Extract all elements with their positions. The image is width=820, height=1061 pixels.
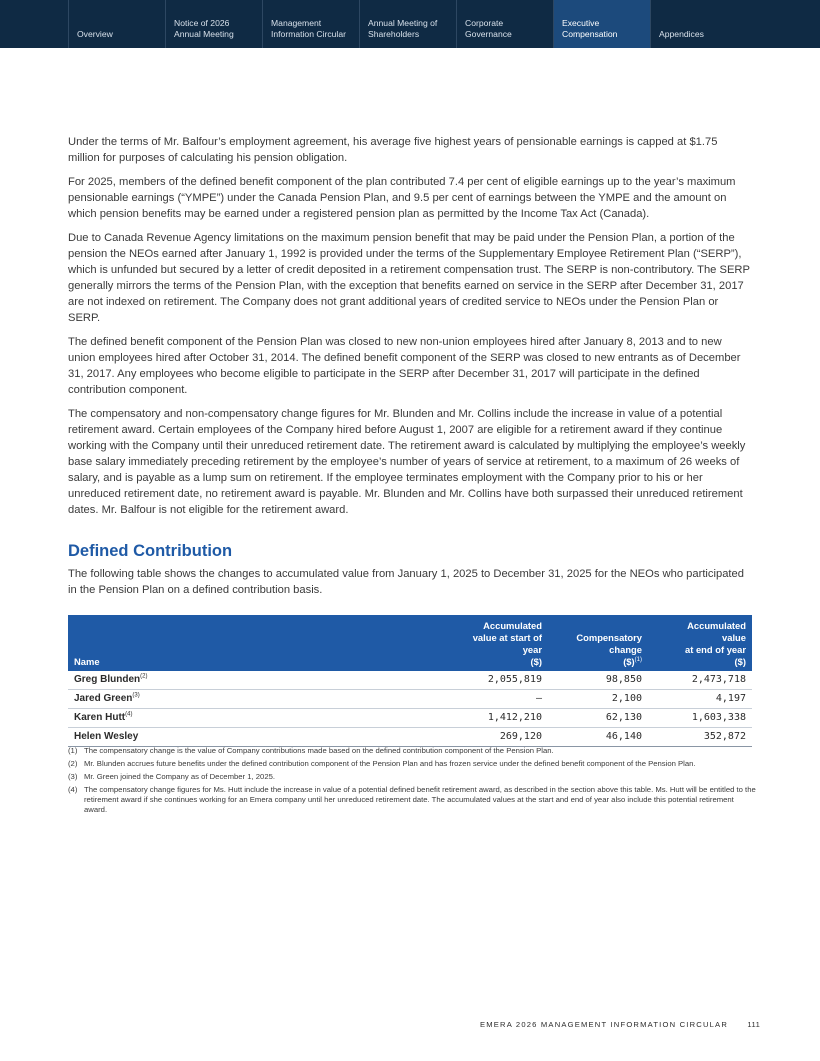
nav-item-line1: Notice of 2026: [174, 18, 230, 28]
cell-end-value: 2,473,718: [648, 671, 752, 690]
footnote-ref: (4): [125, 711, 133, 718]
body-text: [68, 134, 752, 526]
cell-name: [68, 709, 328, 728]
nav-item-line2: Compensation: [562, 29, 618, 39]
table-row: [68, 671, 752, 690]
footnote: [68, 759, 756, 769]
cell-start-value: 1,412,210: [328, 709, 548, 728]
section-heading: Defined Contribution: [68, 542, 233, 560]
header-compensatory-change: [548, 615, 648, 671]
paragraph: The defined benefit component of the Pension Plan was closed to new non-union employees hired after January 8, 2013 and to new union employees hired after October 31, 2014. The defined benefit component of the SERP was closed to new entrants as of December 31, 2017. Any employees who become eligible to participate in the SERP after December 31, 2017 will participate in the defined contribution component.: [68, 336, 741, 396]
nav-item-line1: Annual Meeting of: [368, 18, 438, 28]
cell-compensatory-change: 46,140: [548, 728, 648, 747]
footnote-text: The compensatory change figures for Ms. Hutt include the increase in value of a potential defined benefit retirement award, as described in the section above this table. Ms. Hutt will be entitled to the retirement award if she continues working for an Emera company until her unreduced retirement date. The accumulated values at the start and end of year also include this potential retirement award.: [84, 785, 756, 814]
nav-spacer: [0, 0, 69, 48]
header-line: at end of year: [685, 644, 746, 655]
footer-title: EMERA 2026 MANAGEMENT INFORMATION CIRCULAR: [480, 1020, 729, 1029]
table-row: [68, 690, 752, 709]
header-line: year: [522, 644, 542, 655]
nav-item-line2: Annual Meeting: [174, 29, 234, 39]
nav-item-line2: Overview: [77, 29, 113, 39]
nav-item-line1: Executive: [562, 18, 600, 28]
header-line: Accumulated: [483, 620, 542, 631]
footnote: [68, 772, 756, 782]
header-line: Compensatory: [576, 632, 642, 643]
footnote: [68, 785, 756, 815]
top-nav: [0, 0, 820, 48]
footnote-number: (3): [68, 772, 78, 781]
header-line: value: [722, 632, 746, 643]
paragraph: Under the terms of Mr. Balfour’s employment agreement, his average five highest years of pensionable earnings is capped at $1.75 million for purposes of calculating his pension obligation.: [68, 136, 718, 164]
footnote: [68, 746, 756, 756]
nav-item-line2: Appendices: [659, 29, 704, 39]
section-intro: The following table shows the changes to accumulated value from January 1, 2025 to December 31, 2025 for the NEOs who participated in the Pension Plan on a defined contribution basis.: [68, 568, 744, 596]
nav-item-notice[interactable]: [166, 0, 263, 48]
neo-name: Helen Wesley: [74, 731, 139, 742]
header-line: value at start of: [472, 632, 542, 643]
header-line: change: [609, 644, 642, 655]
table-row: [68, 728, 752, 747]
footnote-number: (2): [68, 759, 78, 768]
nav-item-corporate-governance[interactable]: [457, 0, 554, 48]
footnote-number: (1): [68, 746, 78, 755]
nav-item-appendices[interactable]: [651, 0, 748, 48]
nav-item-management-circular[interactable]: [263, 0, 360, 48]
nav-item-line1: Corporate: [465, 18, 504, 28]
nav-item-executive-compensation[interactable]: [554, 0, 651, 48]
table-header-row: [68, 615, 752, 671]
footnote-text: The compensatory change is the value of Company contributions made based on the defined contribution component of the Pension Plan.: [84, 746, 554, 755]
paragraph: For 2025, members of the defined benefit component of the plan contributed 7.4 per cent of eligible earnings up to the year’s maximum pensionable earnings (“YMPE”) under the Canada Pension Plan, and 9.5 per cent of earnings between the YMPE and the amount on which pension benefits may be earned under a registered pension plan as permitted by the Income Tax Act (Canada).: [68, 176, 736, 220]
cell-compensatory-change: 2,100: [548, 690, 648, 709]
cell-name: [68, 690, 328, 709]
neo-name: Karen Hutt: [74, 712, 126, 723]
cell-compensatory-change: 98,850: [548, 671, 648, 690]
neo-name: Greg Blunden: [74, 674, 141, 685]
nav-item-line2: Governance: [465, 29, 512, 39]
page-number: 111: [747, 1020, 761, 1029]
nav-item-annual-meeting[interactable]: [360, 0, 457, 48]
paragraph: Due to Canada Revenue Agency limitations on the maximum pension benefit that may be paid under the Pension Plan, a portion of the pension the NEOs earned after January 1, 1992 is provided under the terms of the Supplementary Employee Retirement Plan (“SERP”), which is unfunded but secured by a letter of credit deposited in a retirement compensation trust. The SERP is non-contributory. The SERP generally mirrors the terms of the Pension Plan, with the exception that benefits earned on service in the SERP after December 31, 2017 are not indexed on retirement. The Company does not grant additional years of credited service to NEOs under the Pension Plan or SERP.: [68, 232, 750, 324]
cell-start-value: 269,120: [328, 728, 548, 747]
footnote-ref: (2): [140, 673, 148, 680]
header-line: Accumulated: [687, 620, 746, 631]
header-end-value: [648, 615, 752, 671]
nav-item-line2: Shareholders: [368, 29, 420, 39]
defined-contribution-table: [68, 615, 752, 747]
cell-start-value: 2,055,819: [328, 671, 548, 690]
cell-name: [68, 728, 328, 747]
table-row: [68, 709, 752, 728]
cell-end-value: 1,603,338: [648, 709, 752, 728]
header-start-value: [328, 615, 548, 671]
paragraph: The compensatory and non-compensatory change figures for Mr. Blunden and Mr. Collins include the increase in value of a potential retirement award. Certain employees of the Company hired before August 1, 2007 are eligible for a retirement award if they continue working with the Company until their unreduced retirement date. The retirement award is calculated by multiplying the employee’s weekly base salary immediately preceding retirement by the employee’s number of years of service at retirement, to a maximum of 26 weeks of salary, and is payable as a lump sum on retirement. If the employee terminates employment with the Company prior to his or her unreduced retirement date, no retirement award is payable. Mr. Blunden and Mr. Collins have both surpassed their unreduced retirement dates. Mr. Balfour is not eligible for the retirement award.: [68, 408, 746, 516]
footnote-number: (4): [68, 785, 78, 794]
header-line: ($): [734, 656, 746, 667]
nav-item-overview[interactable]: [69, 0, 166, 48]
cell-start-value: —: [328, 690, 548, 709]
nav-item-line2: Information Circular: [271, 29, 346, 39]
header-name: Name: [68, 615, 328, 671]
footnotes: [68, 746, 756, 818]
header-line: ($): [530, 656, 542, 667]
nav-item-line1: Management: [271, 18, 322, 28]
cell-end-value: 4,197: [648, 690, 752, 709]
cell-name: [68, 671, 328, 690]
cell-compensatory-change: 62,130: [548, 709, 648, 728]
neo-name: Jared Green: [74, 693, 133, 704]
footnote-ref: (3): [132, 692, 140, 699]
header-line: ($): [623, 656, 635, 667]
cell-end-value: 352,872: [648, 728, 752, 747]
page-footer: [480, 1020, 760, 1029]
footnote-ref: (1): [634, 656, 642, 663]
footnote-text: Mr. Blunden accrues future benefits under the defined contribution component of the Pension Plan and has frozen service under the defined benefit component of the Pension Plan.: [84, 759, 696, 768]
footnote-text: Mr. Green joined the Company as of December 1, 2025.: [84, 772, 276, 781]
